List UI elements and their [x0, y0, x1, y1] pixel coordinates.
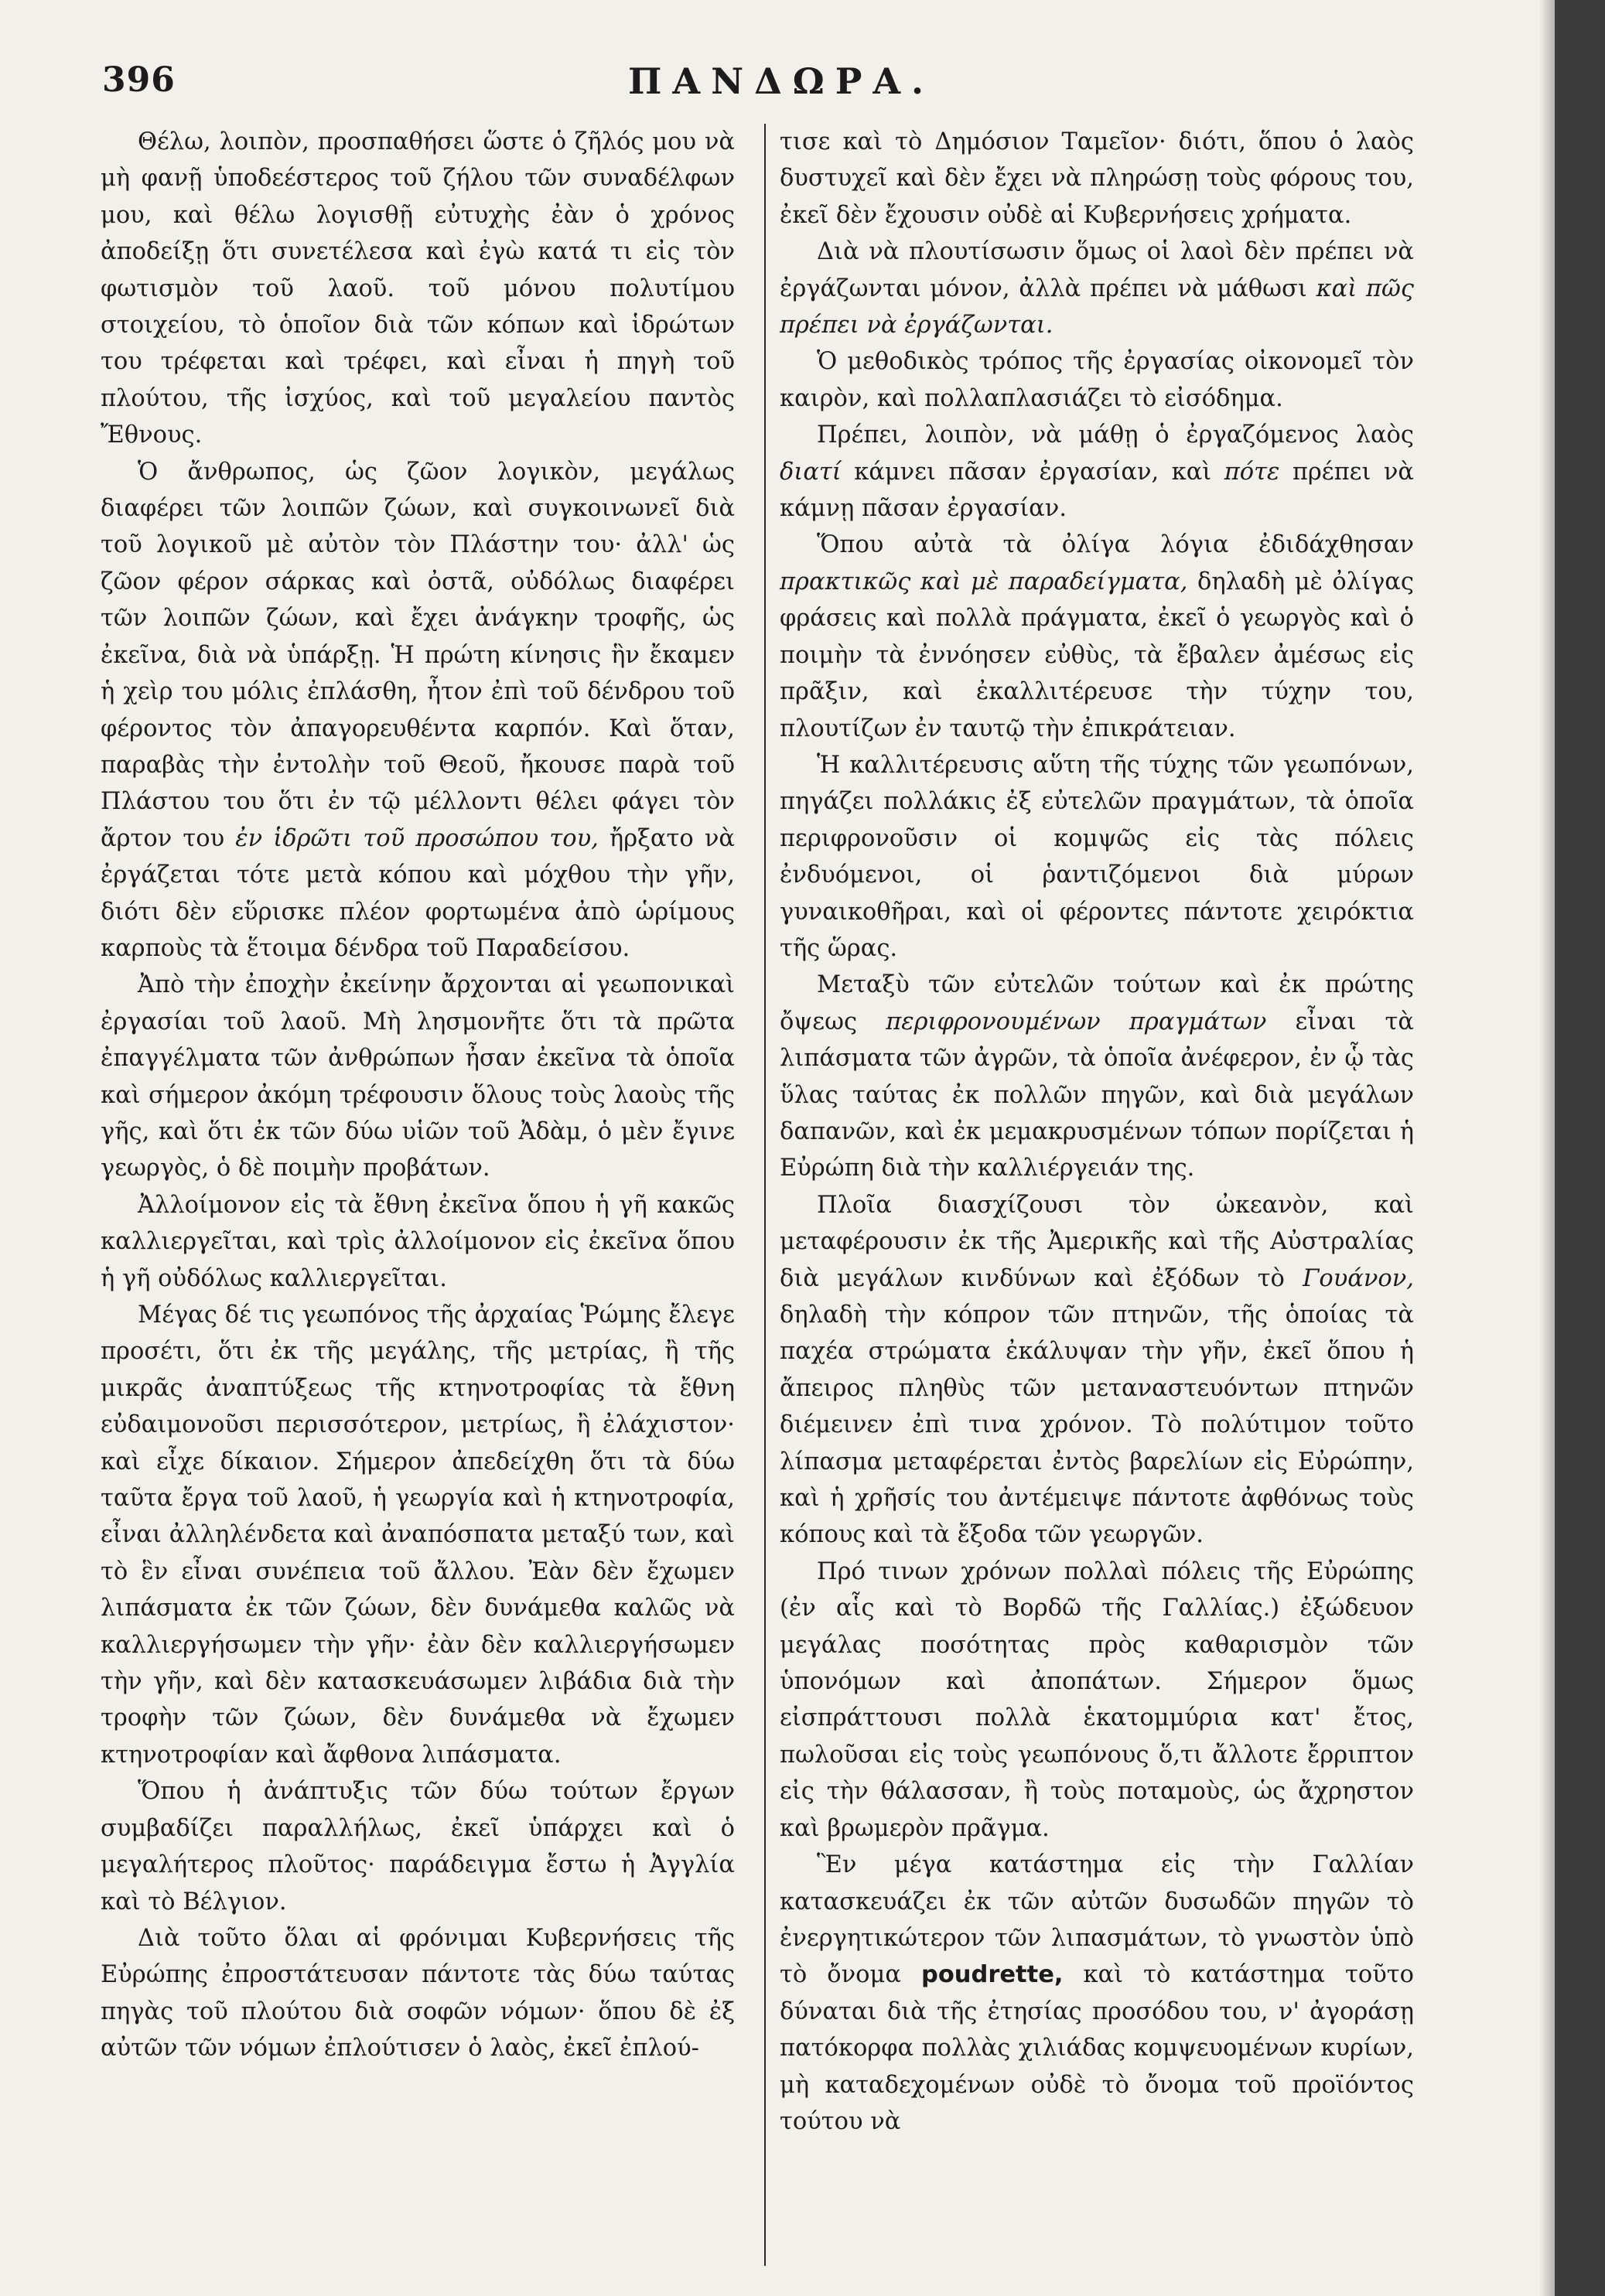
text-run: εἶναι τὰ λιπάσματα τῶν ἀγρῶν, τὰ ὁποῖα ἀνέφερον, ἐν ᾧ τὰς ὕλας ταύτας ἐκ πολλῶν πηγῶν, καὶ διὰ μεγάλων δαπανῶν, καὶ ἐκ μεμακρυσμένων τόπων πορίζεται ἡ Εὐρώπη διὰ τὴν καλλιέργειάν της.	[780, 1008, 1414, 1182]
page-edge-shadow	[1539, 0, 1555, 2296]
text-run: ἤρξατο νὰ ἐργάζεται τότε μετὰ κόπου καὶ μόχθου τὴν γῆν, διότι δὲν εὕρισκε πλέον φορτωμένα ἀπὸ ὡρίμους καρποὺς τὰ ἕτοιμα δένδρα τοῦ Παραδείσου.	[101, 824, 735, 962]
text-run: Μεταξὺ τῶν εὐτελῶν τούτων καὶ ἐκ πρώτης ὄψεως	[780, 971, 1414, 1035]
italic-phrase: πότε	[1224, 458, 1280, 486]
italic-phrase: πρακτικῶς καὶ μὲ παραδείγματα,	[780, 568, 1188, 595]
paragraph: Ἀπὸ τὴν ἐποχὴν ἐκείνην ἄρχονται αἱ γεωπονικαὶ ἐργασίαι τοῦ λαοῦ. Μὴ λησμονῆτε ὅτι τὰ πρῶτα ἐπαγγέλματα τῶν ἀνθρώπων ἦσαν ἐκεῖνα τὰ ὁποῖα καὶ σήμερον ἀκόμη τρέφουσιν ὅλους τοὺς λαοὺς τῆς γῆς, καὶ ὅτι ἐκ τῶν δύω υἱῶν τοῦ Ἀδὰμ, ὁ μὲν ἔγινε γεωργὸς, ὁ δὲ ποιμὴν προβάτων.	[101, 971, 735, 1182]
paragraph: τισε καὶ τὸ Δημόσιον Ταμεῖον· διότι, ὅπου ὁ λαὸς δυστυχεῖ καὶ δὲν ἔχει νὰ πληρώσῃ τοὺς φόρους του, ἐκεῖ δὲν ἔχουσιν οὐδὲ αἱ Κυβερνήσεις χρήματα.	[780, 128, 1414, 229]
text-run: κάμνει πᾶσαν ἐργασίαν, καὶ	[854, 458, 1212, 486]
italic-phrase: καὶ πῶς πρέπει νὰ ἐργάζωνται.	[780, 275, 1414, 339]
column-divider	[764, 124, 766, 2266]
italic-phrase: ἐν ἱδρῶτι τοῦ προσώπου του,	[235, 824, 599, 852]
text-run: Ὁ ἄνθρωπος, ὡς ζῶον λογικὸν, μεγάλως διαφέρει τῶν λοιπῶν ζώων, καὶ συγκοινωνεῖ διὰ τοῦ λογικοῦ μὲ αὐτὸν τὸν Πλάστην του· ἀλλ' ὡς ζῶον φέρον σάρκας καὶ ὀστᾶ, οὐδόλως διαφέρει τῶν λοιπῶν ζώων, καὶ ἔχει ἀνάγκην τροφῆς, ὡς ἐκεῖνα, διὰ νὰ ὑπάρξῃ. Ἡ πρώτη κίνησις ἣν ἔκαμεν ἡ χεὶρ του μόλις ἐπλάσθη, ἦτον ἐπὶ τοῦ δένδρου τοῦ φέροντος τὸν ἀπαγορευθέντα καρπόν. Καὶ ὅταν, παραβὰς τὴν ἐντολὴν τοῦ Θεοῦ, ἤκουσε παρὰ τοῦ Πλάστου του ὅτι ἐν τῷ μέλλοντι θέλει φάγει τὸν ἄρτον του	[101, 458, 735, 852]
paragraph: Διὰ τοῦτο ὅλαι αἱ φρόνιμαι Κυβερνήσεις τῆς Εὐρώπης ἐπροστάτευσαν πάντοτε τὰς δύω ταύτας πηγὰς τοῦ πλούτου διὰ σοφῶν νόμων· ὅπου δὲ ἐξ αὐτῶν τῶν νόμων ἐπλούτισεν ὁ λαὸς, ἐκεῖ ἐπλού-	[101, 1924, 735, 2062]
text-run: καὶ τὸ κατάστημα τοῦτο δύναται διὰ τῆς ἐτησίας προσόδου του, ν' ἀγοράσῃ πατόκορφα πολλὰς χιλιάδας κομψευομένων κυρίων, μὴ καταδεχομένων οὐδὲ τὸ ὄνομα τοῦ προϊόντος τούτου νὰ	[780, 1961, 1414, 2135]
left-column	[101, 124, 735, 2067]
running-title: ΠΑΝΔΩΡΑ.	[627, 60, 935, 102]
text-run: Πρέπει, λοιπὸν, νὰ μάθῃ ὁ ἐργαζόμενος λαὸς	[817, 421, 1414, 449]
paragraph	[101, 454, 735, 967]
page-number: 396	[102, 60, 176, 100]
paragraph: Μέγας δέ τις γεωπόνος τῆς ἀρχαίας Ῥώμης ἔλεγε προσέτι, ὅτι ἐκ τῆς μεγάλης, τῆς μετρίας, ἢ τῆς μικρᾶς ἀναπτύξεως τῆς κτηνοτροφίας τὰ ἔθνη εὐδαιμονοῦσι περισσότερον, μετρίως, ἢ ἐλάχιστον· καὶ εἶχε δίκαιον. Σήμερον ἀπεδείχθη ὅτι τὰ δύω ταῦτα ἔργα τοῦ λαοῦ, ἡ γεωργία καὶ ἡ κτηνοτροφία, εἶναι ἀλληλένδετα καὶ ἀναπόσπατα μεταξύ των, καὶ τὸ ἓν εἶναι συνέπεια τοῦ ἄλλου. Ἐὰν δὲν ἔχωμεν λιπάσματα ἐκ τῶν ζώων, δὲν δυνάμεθα καλῶς νὰ καλλιεργήσωμεν τὴν γῆν· ἐὰν δὲν καλλιεργήσωμεν τὴν γῆν, καὶ δὲν κατασκευάσωμεν λιβάδια διὰ τὴν τροφὴν τῶν ζώων, δὲν δυνάμεθα νὰ ἔχωμεν κτηνοτροφίαν καὶ ἄφθονα λιπάσματα.	[101, 1302, 735, 1769]
text-run: δηλαδὴ τὴν κόπρον τῶν πτηνῶν, τῆς ὁποίας τὰ παχέα στρώματα ἐκάλυψαν τὴν γῆν, ἐκεῖ ὅπου ἡ ἄπειρος πληθὺς τῶν μεταναστευόντων πτηνῶν διέμεινεν ἐπὶ τινα χρόνον. Τὸ πολύτιμον τοῦτο λίπασμα μεταφέρεται ἐντὸς βαρελίων εἰς Εὐρώπην, καὶ ἡ χρῆσίς του ἀντέμειψε πάντοτε ἀφθόνως τοὺς κόπους καὶ τὰ ἔξοδα τῶν γεωργῶν.	[780, 1302, 1414, 1549]
paragraph	[780, 417, 1414, 527]
paragraph: Ὁ μεθοδικὸς τρόπος τῆς ἐργασίας οἰκονομεῖ τὸν καιρὸν, καὶ πολλαπλασιάζει τὸ εἰσόδημα.	[780, 348, 1414, 412]
right-column	[780, 124, 1414, 2140]
italic-phrase: περιφρονουμένων πραγμάτων	[886, 1008, 1267, 1035]
paragraph	[780, 1847, 1414, 2140]
text-run: Ἓν μέγα κατάστημα εἰς τὴν Γαλλίαν κατασκευάζει ἐκ τῶν αὐτῶν δυσωδῶν πηγῶν τὸ ἐνεργητικώτερον τῶν λιπασμάτων, τὸ γνωστὸν ὑπὸ τὸ ὄνομα	[780, 1851, 1414, 1989]
italic-phrase: Γουάνον,	[1303, 1264, 1414, 1292]
paragraph: Ἀλλοίμονον εἰς τὰ ἔθνη ἐκεῖνα ὅπου ἡ γῆ κακῶς καλλιεργεῖται, καὶ τρὶς ἀλλοίμονον εἰς ἐκεῖνα ὅπου ἡ γῆ οὐδόλως καλλιεργεῖται.	[101, 1191, 735, 1292]
paragraph: Θέλω, λοιπὸν, προσπαθήσει ὥστε ὁ ζῆλός μου νὰ μὴ φανῇ ὑποδεέστερος τοῦ ζήλου τῶν συναδέλφων μου, καὶ θέλω λογισθῇ εὐτυχὴς ἐὰν ὁ χρόνος ἀποδείξῃ ὅτι συνετέλεσα καὶ ἐγὼ κατά τι εἰς τὸν φωτισμὸν τοῦ λαοῦ. τοῦ μόνου πολυτίμου στοιχείου, τὸ ὁποῖον διὰ τῶν κόπων καὶ ἱδρώτων του τρέφεται καὶ τρέφει, καὶ εἶναι ἡ πηγὴ τοῦ πλούτου, τῆς ἰσχύος, καὶ τοῦ μεγαλείου παντὸς Ἔθνους.	[101, 128, 735, 449]
text-run: Ὅπου αὐτὰ τὰ ὀλίγα λόγια ἐδιδάχθησαν	[817, 531, 1414, 559]
text-run: πρέπει νὰ κάμνῃ πᾶσαν ἐργασίαν.	[780, 458, 1414, 523]
italic-phrase: διατί	[780, 458, 842, 486]
text-run: Διὰ νὰ πλουτίσωσιν ὅμως οἱ λαοὶ δὲν πρέπει νὰ ἐργάζωνται μόνον, ἀλλὰ πρέπει νὰ μάθωσι	[780, 238, 1414, 302]
paragraph: Πρό τινων χρόνων πολλαὶ πόλεις τῆς Εὐρώπης (ἐν αἷς καὶ τὸ Βορδῶ τῆς Γαλλίας.) ἐξώδευον μεγάλας ποσότητας πρὸς καθαρισμὸν τῶν ὑπονόμων καὶ ἀποπάτων. Σήμερον ὅμως εἰσπράττουσι πολλὰ ἑκατομμύρια κατ' ἔτος, πωλοῦσαι εἰς τοὺς γεωπόνους ὅ,τι ἄλλοτε ἔρριπτον εἰς τὴν θάλασσαν, ἢ τοὺς ποταμοὺς, ὡς ἄχρηστον καὶ βρωμερὸν πρᾶγμα.	[780, 1557, 1414, 1842]
paragraph	[780, 1187, 1414, 1554]
latin-term: poudrette,	[920, 1961, 1064, 1989]
text-run: Πλοῖα διασχίζουσι τὸν ὠκεανὸν, καὶ μεταφέρουσιν ἐκ τῆς Ἀμερικῆς καὶ τῆς Αὐστραλίας διὰ μεγάλων κινδύνων καὶ ἐξόδων τὸ	[780, 1191, 1414, 1292]
page-header	[77, 60, 1501, 114]
text-run: δηλαδὴ μὲ ὀλίγας φράσεις καὶ πολλὰ πράγματα, ἐκεῖ ὁ γεωργὸς καὶ ὁ ποιμὴν τὰ ἐννόησεν εὐθὺς, τὰ ἔβαλεν ἀμέσως εἰς πρᾶξιν, καὶ ἐκαλλιτέρευσε τὴν τύχην του, πλουτίζων ἐν ταυτῷ τὴν ἐπικράτειαν.	[780, 568, 1414, 742]
paragraph: Ἡ καλλιτέρευσις αὕτη τῆς τύχης τῶν γεωπόνων, πηγάζει πολλάκις ἐξ εὐτελῶν πραγμάτων, τὰ ὁποῖα περιφρονοῦσιν οἱ κομψῶς εἰς τὰς πόλεις ἐνδυόμενοι, οἱ ῥαντιζόμενοι διὰ μύρων γυναικοθῆραι, καὶ οἱ φέροντες πάντοτε χειρόκτια τῆς ὥρας.	[780, 751, 1414, 962]
paragraph	[780, 234, 1414, 343]
paragraph	[780, 967, 1414, 1186]
paragraph: Ὅπου ἡ ἀνάπτυξις τῶν δύω τούτων ἔργων συμβαδίζει παραλλήλως, ἐκεῖ ὑπάρχει καὶ ὁ μεγαλήτερος πλοῦτος· παράδειγμα ἔστω ἡ Ἀγγλία καὶ τὸ Βέλγιον.	[101, 1778, 735, 1916]
paragraph	[780, 527, 1414, 746]
